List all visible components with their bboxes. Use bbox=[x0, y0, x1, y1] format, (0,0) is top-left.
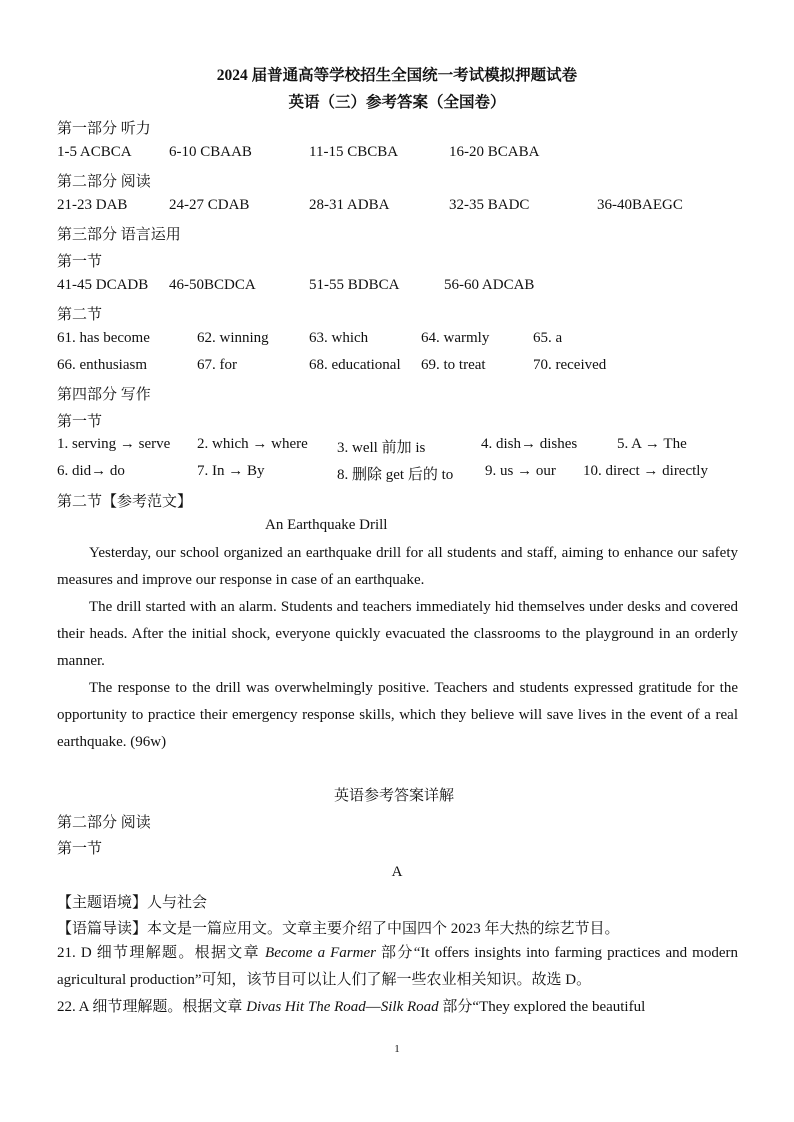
answer-group: 16-20 BCABA bbox=[449, 144, 540, 160]
details-part: 第二部分 阅读 bbox=[57, 815, 151, 831]
answer-group: 21-23 DAB bbox=[57, 197, 128, 213]
part4-heading: 第四部分 写作 bbox=[57, 387, 151, 403]
essay-paragraph-text: The response to the drill was overwhelmingly positive. Teachers and students expressed gratitude for the opportunity to practice their emergency response skills, which they believe will save lives in the event of a real earthquake. (96w) bbox=[57, 680, 738, 750]
answer-group: 1-5 ACBCA bbox=[57, 144, 132, 160]
correction-item: 1. serving → serve bbox=[57, 436, 171, 452]
correction-item: 4. dish→ dishes bbox=[481, 436, 578, 452]
correction-item: 3. well 前加 is bbox=[337, 440, 426, 456]
answer-item: 69. to treat bbox=[421, 357, 486, 373]
part3-section1: 第一节 bbox=[57, 254, 103, 270]
answer-item: 70. received bbox=[533, 357, 607, 373]
answer-group: 11-15 CBCBA bbox=[309, 144, 399, 160]
correction-row bbox=[0, 463, 794, 483]
part2-heading: 第二部分 阅读 bbox=[57, 174, 151, 190]
answer-group: 51-55 BDBCA bbox=[309, 277, 400, 293]
correction-item: 8. 删除 get 后的 to bbox=[337, 467, 454, 483]
answer-group: 46-50BCDCA bbox=[169, 277, 256, 293]
answer-item: 65. a bbox=[533, 330, 563, 346]
part4-section1: 第一节 bbox=[57, 414, 103, 430]
part3-section2: 第二节 bbox=[57, 307, 103, 323]
answer-group: 41-45 DCADB bbox=[57, 277, 149, 293]
correction-item: 2. which → where bbox=[197, 436, 308, 452]
answer-group: 24-27 CDAB bbox=[169, 197, 250, 213]
answer-group: 32-35 BADC bbox=[449, 197, 530, 213]
correction-item: 10. direct → directly bbox=[583, 463, 708, 479]
passage-intro: 【语篇导读】本文是一篇应用文。文章主要介绍了中国四个 2023 年大热的综艺节目。 bbox=[57, 921, 620, 937]
part3-heading: 第三部分 语言运用 bbox=[57, 227, 181, 243]
part1-heading: 第一部分 听力 bbox=[57, 121, 151, 137]
essay-paragraph bbox=[57, 594, 738, 675]
answer-item: 62. winning bbox=[197, 330, 269, 346]
answer-item: 67. for bbox=[197, 357, 237, 373]
question-21-explanation: 21. D 细节理解题。根据文章 Become a Farmer 部分“It offers insights into farming practices and modern agricultural production”可知，该节目可以让人们了解一些农业相关知识。故选 D。 bbox=[57, 945, 739, 988]
document-title: 2024 届普通高等学校招生全国统一考试模拟押题试卷 bbox=[216, 67, 578, 84]
cloze-answers-row bbox=[0, 330, 794, 350]
essay-paragraph bbox=[57, 675, 738, 756]
answer-group: 56-60 ADCAB bbox=[444, 277, 535, 293]
page-number: 1 bbox=[394, 1043, 400, 1055]
essay-paragraph-text: The drill started with an alarm. Students and teachers immediately hid themselves under desks and covered their heads. After the initial shock, everyone quickly evacuated the classrooms to the playground in an orderly manner. bbox=[57, 599, 738, 669]
theme-context: 【主题语境】人与社会 bbox=[57, 895, 208, 911]
details-section: 第一节 bbox=[57, 841, 103, 857]
correction-item: 5. A → The bbox=[617, 436, 687, 452]
answer-group: 6-10 CBAAB bbox=[169, 144, 252, 160]
details-title: 英语参考答案详解 bbox=[334, 788, 455, 804]
part3-answers-row bbox=[0, 277, 794, 297]
correction-item: 7. In → By bbox=[197, 463, 265, 479]
correction-item: 6. did→ do bbox=[57, 463, 125, 479]
question-22-explanation: 22. A 细节理解题。根据文章 Divas Hit The Road—Silk Road 部分“They explored the beautiful bbox=[57, 999, 646, 1015]
correction-row bbox=[0, 436, 794, 456]
answer-item: 63. which bbox=[309, 330, 369, 346]
answer-group: 28-31 ADBA bbox=[309, 197, 390, 213]
answer-item: 61. has become bbox=[57, 330, 150, 346]
essay-title: An Earthquake Drill bbox=[265, 517, 388, 533]
essay-paragraph bbox=[57, 540, 738, 594]
part1-answers-row bbox=[0, 144, 794, 164]
answer-item: 66. enthusiasm bbox=[57, 357, 147, 373]
answer-item: 64. warmly bbox=[421, 330, 490, 346]
cloze-answers-row bbox=[0, 357, 794, 377]
essay-paragraph-text: Yesterday, our school organized an earthquake drill for all students and staff, aiming to enhance our safety measures and improve our response in case of an earthquake. bbox=[57, 545, 738, 588]
correction-item: 9. us → our bbox=[485, 463, 556, 479]
part4-section2: 第二节【参考范文】 bbox=[57, 494, 193, 510]
passage-label: A bbox=[391, 864, 403, 880]
document-subtitle: 英语（三）参考答案（全国卷） bbox=[288, 94, 506, 111]
answer-item: 68. educational bbox=[309, 357, 401, 373]
answer-group: 36-40BAEGC bbox=[597, 197, 683, 213]
part2-answers-row bbox=[0, 197, 794, 217]
